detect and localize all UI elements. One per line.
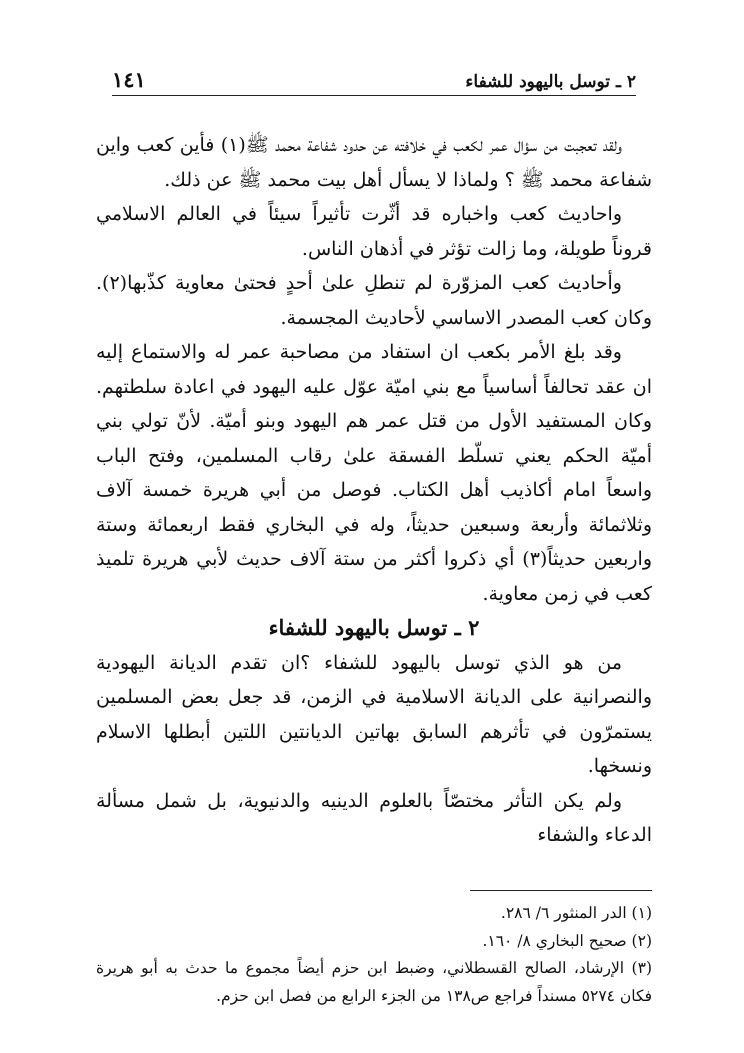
body-text	[96, 128, 652, 853]
page-header	[112, 58, 636, 92]
footnote: (٢) صحيح البخاري ٨/ ١٦٠.	[482, 931, 652, 950]
footnote: (٣) الإرشاد، الصالح القسطلاني، وضبط ابن حزم أيضاً مجموع ما حدث به أبو هريرة فكان ٥٢٧٤ مسنداً فراجع ص١٣٨ من الجزء الرابع من فصل ابن حزم.	[96, 959, 652, 1005]
footnotes	[96, 900, 652, 1010]
body-paragraph: واحاديث كعب واخباره قد أثّرت تأثيراً سيئاً في العالم الاسلامي قروناً طويلة، وما زالت تؤثر في أذهان الناس.	[96, 203, 652, 260]
body-paragraph: وقد بلغ الأمر بكعب ان استفاد من مصاحبة عمر له والاستماع إليه ان عقد تحالفاً أساسياً مع بني اميّة عوّل عليه اليهود في اعادة سلطتهم. وكان المستفيد الأول من قتل عمر هم اليهود وبنو أميّة. لأنّ تولي بني أميّة الحكم يعني تسلّط الفسقة علىٰ رقاب المسلمين، وفتح الباب واسعاً امام أكاذيب أهل الكتاب. فوصل من أبي هريرة خمسة آلاف وثلاثمائة وأربعة وسبعين حديثاً، وله في البخاري فقط اربعمائة وستة واربعين حديثاً(٣) أي ذكروا أكثر من ستة آلاف حديث لأبي هريرة تلميذ كعب في زمن معاوية.	[96, 341, 652, 605]
body-paragraph: ولقد تعجبت من سؤال عمر لكعب في خلافته عن حدود شفاعة محمد ﷺ(١) فأين كعب واين شفاعة محمد ﷺ ؟ ولماذا لا يسأل أهل بيت محمد ﷺ عن ذلك.	[96, 134, 652, 191]
page-number: ١٤١	[112, 67, 146, 92]
footnote-rule	[470, 890, 652, 891]
section-heading: ٢ ـ توسل باليهود للشفاء	[268, 615, 480, 640]
body-paragraph: من هو الذي توسل باليهود للشفاء ؟ان تقدم الديانة اليهودية والنصرانية على الديانة الاسلامية في الزمن، قد جعل بعض المسلمين يستمرّون في تأثرهم السابق بهاتين الديانتين اللتين أبطلها الاسلام ونسخها.	[96, 651, 652, 777]
running-title: ٢ ـ توسل باليهود للشفاء	[465, 72, 636, 92]
footnote: (١) الدر المنثور ٦/ ٢٨٦.	[500, 904, 652, 922]
body-paragraph: وأحاديث كعب المزوّرة لم تنطلِ علىٰ أحدٍ فحتىٰ معاوية كذّبها(٢). وكان كعب المصدر الاساسي لأحاديث المجسمة.	[96, 272, 652, 329]
body-paragraph: ولم يكن التأثر مختصّاً بالعلوم الدينيه والدنيوية، بل شمل مسألة الدعاء والشفاء	[96, 789, 652, 846]
header-rule	[112, 95, 636, 96]
